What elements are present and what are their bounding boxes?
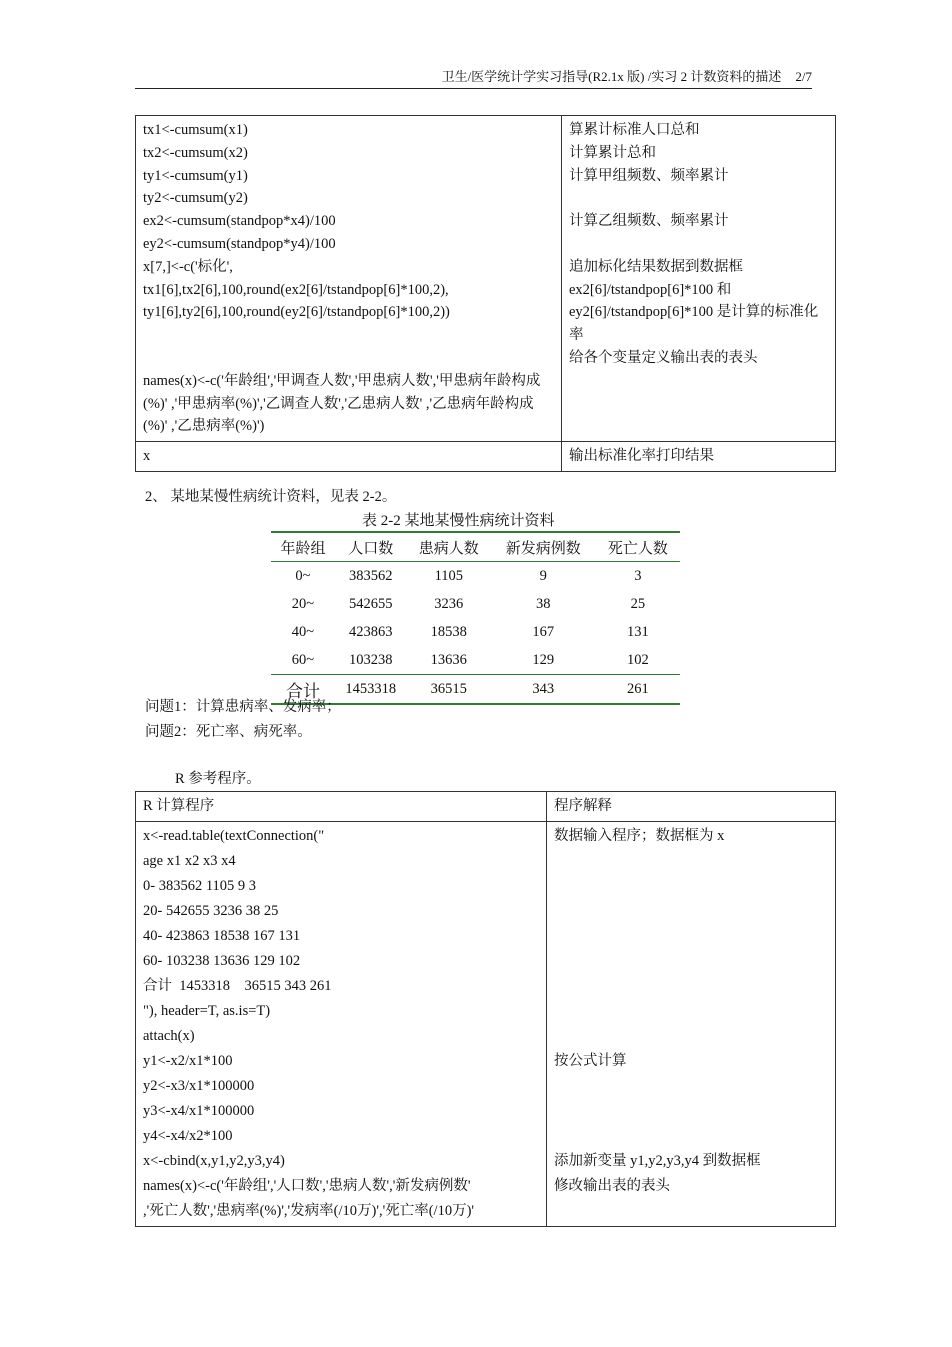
- note-text: 计算累计总和: [569, 144, 656, 161]
- code-cell: [136, 822, 547, 1227]
- table-cell: 40~: [291, 623, 315, 640]
- table-cell: 25: [630, 595, 646, 612]
- code-line: ey2<-cumsum(standpop*y4)/100: [143, 235, 336, 252]
- code-line: age x1 x2 x3 x4: [143, 853, 236, 869]
- note-text: 计算乙组频数、频率累计: [569, 213, 729, 230]
- code-line: 40- 423863 18538 167 131: [143, 928, 301, 944]
- table-cell: 0~: [295, 567, 311, 584]
- table-cell: 合计: [271, 675, 335, 705]
- page-header: [135, 66, 812, 89]
- table-cell: 542655: [349, 595, 393, 612]
- note-cell: [547, 822, 836, 1227]
- code-line: tx2<-cumsum(x2): [143, 144, 248, 161]
- table-cell: 102: [626, 651, 649, 668]
- column-header: 人口数: [335, 532, 407, 562]
- header-text: 程序解释: [554, 798, 612, 814]
- code-line: tx1[6],tx2[6],100,round(ex2[6]/tstandpop[6]*100,2),: [143, 281, 449, 298]
- code-table-2-row: [136, 822, 836, 1227]
- column-header: [547, 792, 836, 822]
- column-header: 年龄组: [271, 532, 335, 562]
- note-text: 修改输出表的表头: [554, 1178, 670, 1194]
- table-cell: 9: [539, 567, 547, 584]
- table-cell: 18538: [430, 623, 467, 640]
- code-line: ty1[6],ty2[6],100,round(ey2[6]/tstandpop[6]*100,2)): [143, 304, 450, 321]
- note-cell: [562, 116, 836, 442]
- table-cell: 129: [532, 651, 555, 668]
- table-cell: 343: [491, 675, 596, 705]
- code-line: 合计 1453318 36515 343 261: [143, 978, 332, 994]
- table-cell: 20~: [291, 595, 315, 612]
- table-cell: 261: [596, 675, 680, 705]
- table-cell: 36515: [407, 675, 491, 705]
- code-table-1: [135, 115, 836, 472]
- header-title: 卫生/医学统计学实习指导(R2.1x 版) /实习 2 计数资料的描述: [441, 69, 782, 84]
- table-cell: 103238: [349, 651, 393, 668]
- table-row: [271, 590, 680, 618]
- table-cell: 167: [532, 623, 555, 640]
- code-table-1-row: [136, 442, 836, 472]
- table-cell: 1105: [434, 567, 464, 584]
- table-cell: 131: [626, 623, 649, 640]
- note-text: ex2[6]/tstandpop[6]*100 和 ey2[6]/tstandpop[6]*100 是计算的标准化率: [569, 281, 819, 344]
- table-cell: 383562: [349, 567, 393, 584]
- code-line: x<-cbind(x,y1,y2,y3,y4): [143, 1153, 285, 1169]
- header-text: R 计算程序: [143, 798, 215, 814]
- code-cell: [136, 442, 562, 472]
- code-line: ,'死亡人数','患病率(%)','发病率(/10万)','死亡率(/10万)': [143, 1203, 475, 1219]
- code-table-2: [135, 791, 836, 1227]
- table-row: [271, 618, 680, 646]
- question-2: 问题2：死亡率、病死率。: [145, 724, 312, 740]
- section-heading: 2、 某地某慢性病统计资料，见表 2-2。: [145, 489, 397, 505]
- note-text: 计算甲组频数、频率累计: [569, 167, 729, 184]
- note-text: 给各个变量定义输出表的表头: [569, 349, 758, 366]
- table-cell: 1453318: [335, 675, 407, 705]
- code-line: names(x)<-c('年龄组','甲调查人数','甲患病人数','甲患病年龄构成(%)' ,'甲患病率(%)','乙调查人数','乙患病人数' ,'乙患病年龄构成(%)' ,'乙患病率(%)'): [143, 372, 541, 435]
- code-line: attach(x): [143, 1028, 195, 1044]
- code-line: y1<-x2/x1*100: [143, 1053, 233, 1069]
- code-line: 20- 542655 3236 38 25: [143, 903, 279, 919]
- note-text: 算累计标准人口总和: [569, 122, 700, 138]
- code-table-1-row: [136, 116, 836, 442]
- code-line: x: [143, 448, 151, 465]
- stats-table: [271, 531, 680, 705]
- code-line: names(x)<-c('年龄组','人口数','患病人数','新发病例数': [143, 1178, 471, 1194]
- code-line: x[7,]<-c('标化',: [143, 258, 233, 275]
- code-line: 60- 103238 13636 129 102: [143, 953, 301, 969]
- table-row: [271, 646, 680, 675]
- r-reference-label: R 参考程序。: [175, 771, 261, 787]
- code-line: ty2<-cumsum(y2): [143, 190, 248, 207]
- table-cell: 3236: [434, 595, 464, 612]
- note-text: 数据输入程序；数据框为 x: [554, 828, 725, 844]
- column-header: [136, 792, 547, 822]
- note-cell: [562, 442, 836, 472]
- code-line: x<-read.table(textConnection(": [143, 828, 325, 844]
- table-cell: 38: [536, 595, 551, 612]
- column-header: 死亡人数: [596, 532, 680, 562]
- code-line: y4<-x4/x2*100: [143, 1128, 233, 1144]
- code-line: ex2<-cumsum(standpop*x4)/100: [143, 213, 336, 230]
- code-table-2-header: [136, 792, 836, 822]
- table-cell: 3: [634, 567, 642, 584]
- code-line: y2<-x3/x1*100000: [143, 1078, 255, 1094]
- table-cell: 60~: [291, 651, 315, 668]
- note-text: 追加标化结果数据到数据框: [569, 258, 743, 275]
- code-line: tx1<-cumsum(x1): [143, 122, 248, 138]
- code-line: 0- 383562 1105 9 3: [143, 878, 257, 894]
- note-text: 按公式计算: [554, 1053, 627, 1069]
- table-cell: 423863: [349, 623, 393, 640]
- note-text: 输出标准化率打印结果: [569, 448, 714, 465]
- column-header: 新发病例数: [491, 532, 596, 562]
- code-cell: [136, 116, 562, 442]
- page-number: 2/7: [795, 69, 812, 84]
- column-header: 患病人数: [407, 532, 491, 562]
- table-row: [271, 562, 680, 591]
- code-line: "), header=T, as.is=T): [143, 1003, 271, 1019]
- question-1: 问题1：计算患病率、发病率；: [145, 699, 341, 715]
- stats-table-header: [271, 532, 680, 562]
- code-line: ty1<-cumsum(y1): [143, 167, 248, 184]
- note-text: 添加新变量 y1,y2,y3,y4 到数据框: [554, 1153, 761, 1169]
- table-caption: 表 2-2 某地某慢性病统计资料: [362, 513, 555, 529]
- code-line: y3<-x4/x1*100000: [143, 1103, 255, 1119]
- table-cell: 13636: [430, 651, 467, 668]
